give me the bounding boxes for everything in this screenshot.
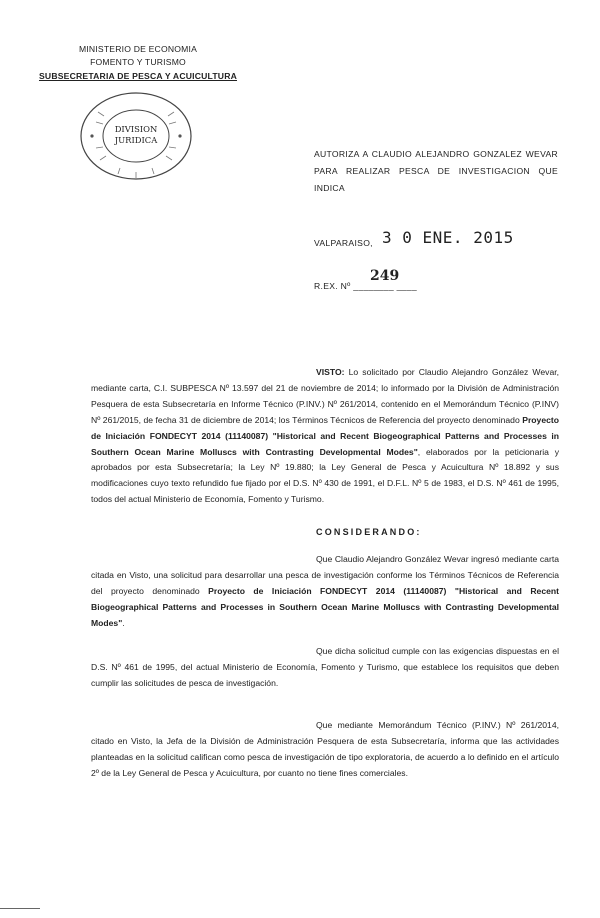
city-label: VALPARAISO, bbox=[314, 238, 373, 248]
subsecretaria-line: SUBSECRETARIA DE PESCA Y ACUICULTURA bbox=[38, 71, 238, 81]
considerando-paragraph-2 bbox=[91, 644, 559, 692]
considerando-heading: CONSIDERANDO: bbox=[316, 527, 422, 537]
seal-juridica-label: JURIDICA bbox=[114, 135, 158, 145]
visto-text-a: Lo solicitado por Claudio Alejandro González Wevar, mediante carta, C.I. SUBPESCA Nº 13.597 del 21 de noviembre de 2014; lo informado por la División de Administración Pesquera de esta Subsecretaría en Informe Técnico (P.INV.) Nº 261/2014, contenido en el Memorándum Técnico (P.INV) Nº 261/2015, de fecha 31 de diciembre de 2014; los Términos Técnicos de Referencia del proyecto denominado bbox=[91, 367, 559, 425]
visto-label: VISTO: bbox=[316, 367, 345, 377]
considerando-p1-project-title: Proyecto de Iniciación FONDECYT 2014 (11140087) "Historical and Recent Biogeographical Patterns and Processes in Southern Ocean Marine Molluscs with Contrasting Developmental Modes" bbox=[91, 585, 559, 628]
seal-division-label: DIVISION bbox=[114, 124, 158, 134]
page-edge-mark bbox=[0, 908, 40, 909]
visto-paragraph bbox=[91, 365, 559, 508]
considerando-paragraph-1 bbox=[91, 552, 559, 632]
resolution-number: 249 bbox=[370, 268, 400, 284]
visto-project-title: Proyecto de Iniciación FONDECYT 2014 (11140087) "Historical and Recent Biogeographical Patterns and Processes in Southern Ocean Marine Molluscs with Contrasting Developmental Modes" bbox=[91, 414, 559, 457]
resolution-date: 3 0 ENE. 2015 bbox=[382, 228, 514, 247]
considerando-p2-text: Que dicha solicitud cumple con las exigencias dispuestas en el D.S. Nº 461 de 1995, del actual Ministerio de Economía, Fomento y Turismo, que establece los requisitos que deben cumplir las solicitudes de pesca de investigación. bbox=[91, 646, 559, 688]
considerando-paragraph-3 bbox=[91, 718, 559, 782]
visto-text-b: , elaborados por la peticionaria y aprobados por esta Subsecretaría; la Ley Nº 19.880; la Ley General de Pesca y Acuicultura Nº 18.892 y sus modificaciones cuyo texto refundido fue fijado por el D.S. Nº 430 de 1991, el D.F.L. Nº 5 de 1983, el D.S. Nº 461 de 1995, todos del actual Ministerio de Economía, Fomento y Turismo. bbox=[91, 446, 559, 505]
ministry-line-2: FOMENTO Y TURISMO bbox=[90, 57, 186, 67]
ministry-line-1: MINISTERIO DE ECONOMIA bbox=[78, 44, 198, 54]
considerando-p1-end: . bbox=[122, 617, 125, 628]
resolution-number-line bbox=[314, 281, 417, 291]
considerando-p1-text: Que Claudio Alejandro González Wevar ingresó mediante carta citada en Visto, una solicitud para desarrollar una pesca de investigación conforme los Términos Técnicos de Referencia del proyecto denominado bbox=[91, 554, 559, 596]
resolution-subject: AUTORIZA A CLAUDIO ALEJANDRO GONZALEZ WEVAR PARA REALIZAR PESCA DE INVESTIGACION QUE INDICA bbox=[314, 149, 558, 193]
resolution-label: R.EX. Nº bbox=[314, 281, 351, 291]
considerando-p3-text: Que mediante Memorándum Técnico (P.INV.) Nº 261/2014, citado en Visto, la Jefa de la División de Administración Pesquera de esta Subsecretaría, informa que las actividades planteadas en la solicitud califican como pesca de investigación de tipo exploratoria, de acuerdo a lo definido en el artículo 2º de la Ley General de Pesca y Acuicultura, por cuanto no tiene fines comerciales. bbox=[91, 720, 559, 778]
resolution-blanks: ________ ____ bbox=[353, 281, 417, 291]
